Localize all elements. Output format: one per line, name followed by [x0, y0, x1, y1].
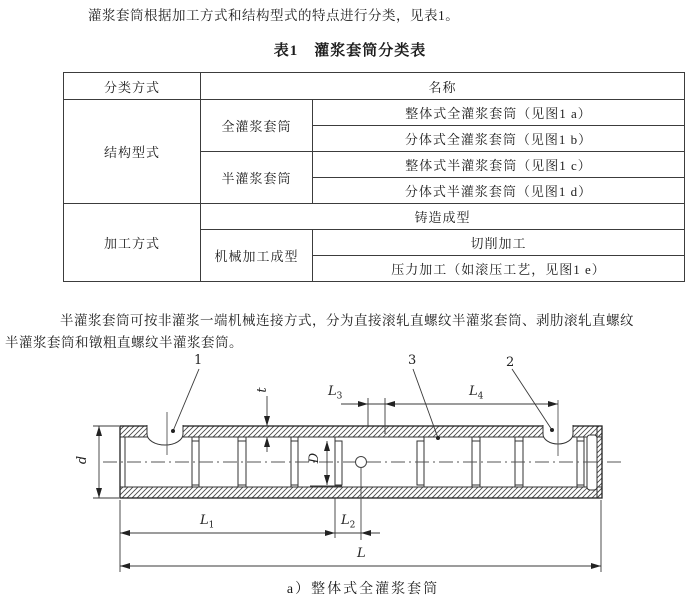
cell-cutting: 切削加工 [313, 230, 685, 256]
cell-half-split: 分体式半灌浆套筒（见图1 d） [313, 178, 685, 204]
dim-label-D: D [306, 452, 322, 464]
cell-pressure: 压力加工（如滚压工艺，见图1 e） [313, 256, 685, 282]
note-paragraph-line2: 半灌浆套筒和镦粗直螺纹半灌浆套筒。 [5, 335, 243, 350]
cell-structure-type: 结构型式 [64, 100, 201, 204]
header-name: 名称 [201, 73, 685, 100]
callout-2-label: 2 [506, 355, 515, 370]
callout-3-label: 3 [408, 353, 417, 368]
cell-processing-method: 加工方式 [64, 204, 201, 282]
callout-1-label: 1 [194, 353, 203, 368]
dim-label-L4: $L_4$ [469, 384, 484, 402]
cell-full-split: 分体式全灌浆套筒（见图1 b） [313, 126, 685, 152]
dim-label-L3: $L_3$ [328, 384, 343, 402]
cell-half-grout-sleeve: 半灌浆套筒 [201, 152, 313, 204]
intro-paragraph: 灌浆套筒根据加工方式和结构型式的特点进行分类，见表1。 [88, 8, 460, 23]
table-title: 表1 灌浆套筒分类表 [273, 43, 427, 59]
cell-half-integral: 整体式半灌浆套筒（见图1 c） [313, 152, 685, 178]
header-classification-method: 分类方式 [64, 73, 201, 100]
figure-caption: a）整体式全灌浆套筒 [286, 582, 440, 597]
top-wall-hatched [120, 426, 602, 437]
grout-inlet-port [147, 425, 183, 445]
dim-label-L2: $L_2$ [341, 513, 356, 531]
cell-casting: 铸造成型 [201, 204, 685, 230]
cell-machining: 机械加工成型 [201, 230, 313, 282]
note-paragraph-line1: 半灌浆套筒可按非灌浆一端机械连接方式，分为直接滚轧直螺纹半灌浆套筒、剥肋滚轧直螺纹 [60, 313, 634, 328]
dim-label-L: L [357, 546, 366, 561]
cell-full-grout-sleeve: 全灌浆套筒 [201, 100, 313, 152]
center-hole [356, 457, 367, 468]
dim-label-L1: $L_1$ [200, 513, 215, 531]
dim-label-d: d [74, 455, 90, 465]
dim-label-t: t [254, 387, 270, 393]
cell-full-integral: 整体式全灌浆套筒（见图1 a） [313, 100, 685, 126]
